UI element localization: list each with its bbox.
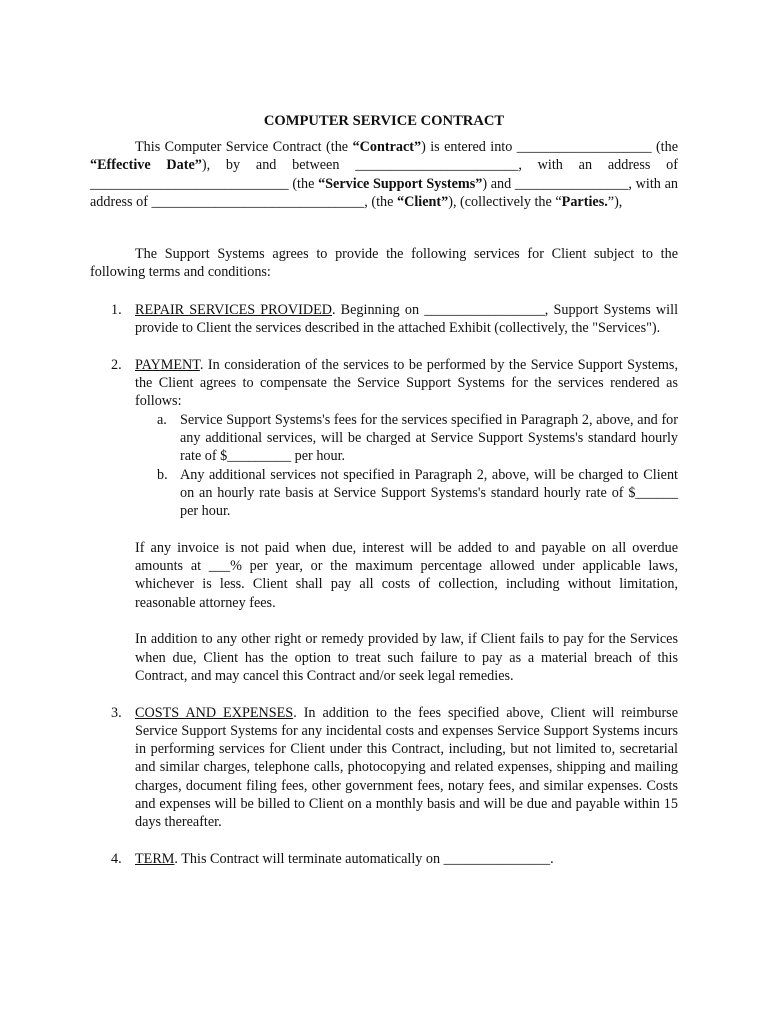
- document-title: COMPUTER SERVICE CONTRACT: [263, 113, 505, 129]
- section-costs-and-expenses: [90, 704, 678, 832]
- section-text: . Beginning on _________________, Support Systems will provide to Client the services described in the attached Exhibit (collectively, the "Services").: [135, 302, 679, 337]
- payment-subitem-b: [135, 466, 678, 521]
- contract-defined-term: “Contract”: [352, 139, 422, 155]
- payment-subitem-a: [135, 411, 678, 466]
- subitem-text: Service Support Systems's fees for the services specified in Paragraph 2, above, and for any additional services, will be charged at Service Support Systems's standard hourly rate of $_________ per hour.: [180, 411, 678, 465]
- intro-text-3: ), by and between _______________________, with an address of ____________________________ (the: [90, 157, 678, 192]
- section-payment: [90, 356, 678, 685]
- section-heading: REPAIR SERVICES PROVIDED: [135, 302, 332, 318]
- lead-paragraph: The Support Systems agrees to provide the following services for Client subject to the following terms and conditions:: [90, 246, 678, 281]
- intro-text-4: ) and ________________, with an address of ______________________________, (the: [90, 175, 678, 210]
- section-repair-services: [90, 301, 678, 338]
- section-body: [135, 356, 678, 411]
- section-text: . In addition to the fees specified above, Client will reimburse Service Support Systems for any incidental costs and expenses Service Support Systems incurs in performing services for Client under this Contract, including, but not limited to, secretarial and similar charges, telephone calls, photocopying and related expenses, shipping and mailing charges, document filing fees, other government fees, notary fees, and similar expenses. Costs and expenses will be billed to Client on a monthly basis and will be due and payable within 15 days thereafter.: [135, 704, 678, 831]
- intro-text-5: ), (collectively the “: [448, 193, 562, 210]
- subitem-letter: b.: [157, 466, 168, 483]
- section-heading: PAYMENT: [135, 356, 200, 373]
- intro-text-1: This Computer Service Contract (the: [135, 139, 353, 155]
- section-body: [135, 850, 678, 868]
- section-text: . In consideration of the services to be performed by the Service Support Systems, the Client agrees to compensate the Service Support Systems for the services rendered as follows:: [135, 356, 678, 410]
- section-number: 4.: [111, 850, 122, 867]
- intro-text-6: ”),: [607, 193, 623, 210]
- effective-date-defined-term: “Effective Date”: [90, 157, 202, 174]
- parties-defined-term: Parties.: [561, 193, 608, 210]
- section-body: [135, 301, 678, 338]
- section-body: [135, 704, 678, 832]
- payment-remedy-paragraph: In addition to any other right or remedy provided by law, if Client fails to pay for the Services when due, Client has the option to treat such failure to pay as a material breach of this Contract, and may cancel this Contract and/or seek legal remedies.: [135, 631, 678, 684]
- section-number: 1.: [111, 302, 122, 318]
- support-systems-defined-term: “Service Support Systems”: [318, 175, 483, 192]
- payment-interest-paragraph: If any invoice is not paid when due, interest will be added to and payable on all overdue amounts at ___% per year, or the maximum percentage allowed under applicable laws, whichever is less. Client shall pay all costs of collection, including without limitation, reasonable attorney fees.: [135, 539, 678, 611]
- section-number: 2.: [111, 356, 122, 373]
- section-text: . This Contract will terminate automatically on _______________.: [174, 850, 554, 867]
- section-term: [90, 850, 678, 868]
- subitem-letter: a.: [157, 411, 167, 428]
- intro-paragraph: [90, 138, 678, 211]
- intro-text-2: ) is entered into ___________________ (the: [421, 139, 679, 155]
- client-defined-term: “Client”: [396, 193, 449, 210]
- sections-list: [90, 301, 678, 868]
- section-number: 3.: [111, 704, 122, 721]
- subitem-text: Any additional services not specified in Paragraph 2, above, will be charged to Client on an hourly rate basis at Service Support Systems's standard hourly rate of $______ per hour.: [180, 466, 678, 520]
- section-heading: COSTS AND EXPENSES: [135, 704, 294, 721]
- section-heading: TERM: [135, 850, 175, 867]
